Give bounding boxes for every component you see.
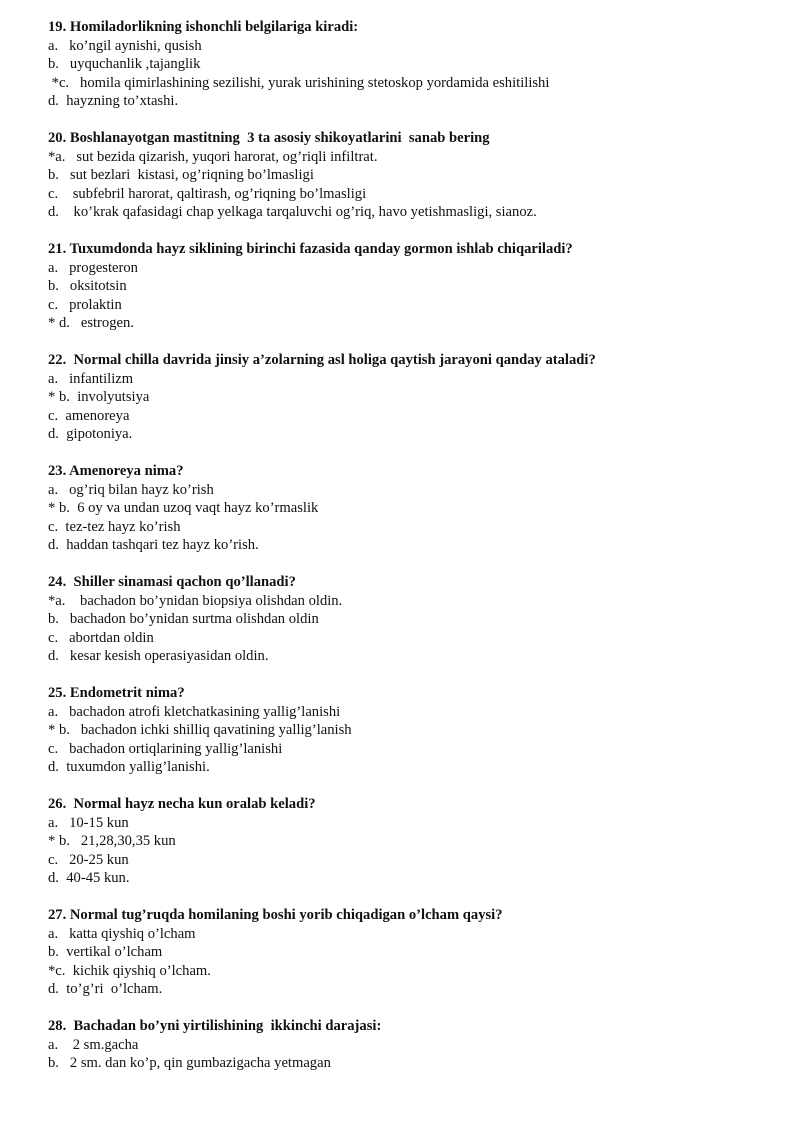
answer-option: d. kesar kesish operasiyasidan oldin.	[48, 648, 269, 664]
question-block	[48, 18, 778, 111]
question-title: 24. Shiller sinamasi qachon qo’llanadi?	[48, 574, 296, 590]
answer-option: a. katta qiyshiq o’lcham	[48, 925, 196, 942]
answer-option: d. haddan tashqari tez hayz ko’rish.	[48, 537, 259, 553]
answer-option: *a. sut bezida qizarish, yuqori harorat, og’riqli infiltrat.	[48, 148, 378, 165]
answer-option: a. bachadon atrofi kletchatkasining yallig’lanishi	[48, 703, 341, 720]
answer-option: * b. involyutsiya	[48, 389, 150, 405]
answer-option: *c. homila qimirlashining sezilishi, yurak urishining stetoskop yordamida eshitilishi	[48, 74, 550, 91]
question-title: 21. Tuxumdonda hayz siklining birinchi fazasida qanday gormon ishlab chiqariladi?	[48, 241, 573, 257]
question-title: 27. Normal tug’ruqda homilaning boshi yorib chiqadigan o’lcham qaysi?	[48, 907, 503, 923]
answer-option: *c. kichik qiyshiq o’lcham.	[48, 962, 211, 979]
question-block	[48, 795, 778, 888]
question-block	[48, 462, 778, 555]
answer-option: a. ko’ngil aynishi, qusish	[48, 37, 202, 54]
answer-option: c. subfebril harorat, qaltirash, og’riqning bo’lmasligi	[48, 185, 367, 202]
answer-option: * d. estrogen.	[48, 315, 134, 331]
question-block	[48, 573, 778, 666]
question-title: 25. Endometrit nima?	[48, 685, 185, 701]
answer-option: * b. 21,28,30,35 kun	[48, 833, 176, 849]
answer-option: a. 10-15 kun	[48, 814, 129, 831]
answer-option: c. amenoreya	[48, 407, 130, 424]
answer-option: d. tuxumdon yallig’lanishi.	[48, 759, 210, 775]
question-title: 19. Homiladorlikning ishonchli belgilariga kiradi:	[48, 19, 359, 35]
document-page	[48, 18, 778, 1091]
answer-option: * b. 6 oy va undan uzoq vaqt hayz ko’rmaslik	[48, 500, 319, 516]
answer-option: c. bachadon ortiqlarining yallig’lanishi	[48, 740, 283, 757]
answer-option: c. prolaktin	[48, 296, 122, 313]
question-title: 20. Boshlanayotgan mastitning 3 ta asosiy shikoyatlarini sanab bering	[48, 130, 490, 146]
answer-option: b. bachadon bo’ynidan surtma olishdan oldin	[48, 611, 319, 627]
answer-option: * b. bachadon ichki shilliq qavatining yallig’lanish	[48, 722, 352, 738]
answer-option: b. uyquchanlik ,tajanglik	[48, 56, 201, 72]
answer-option: d. to’g’ri o’lcham.	[48, 981, 163, 997]
answer-option: c. tez-tez hayz ko’rish	[48, 518, 181, 535]
question-title: 22. Normal chilla davrida jinsiy a’zolarning asl holiga qaytish jarayoni qanday ataladi?	[48, 352, 596, 368]
answer-option: c. 20-25 kun	[48, 851, 129, 868]
answer-option: d. 40-45 kun.	[48, 870, 130, 886]
answer-option: a. og’riq bilan hayz ko’rish	[48, 481, 214, 498]
answer-option: b. oksitotsin	[48, 278, 127, 294]
answer-option: b. sut bezlari kistasi, og’riqning bo’lmasligi	[48, 167, 314, 183]
answer-option: d. hayzning to’xtashi.	[48, 93, 179, 109]
question-title: 23. Amenoreya nima?	[48, 463, 184, 479]
answer-option: b. vertikal o’lcham	[48, 944, 163, 960]
answer-option: b. 2 sm. dan ko’p, qin gumbazigacha yetmagan	[48, 1055, 331, 1071]
answer-option: *a. bachadon bo’ynidan biopsiya olishdan oldin.	[48, 592, 343, 609]
question-title: 26. Normal hayz necha kun oralab keladi?	[48, 796, 316, 812]
answer-option: d. gipotoniya.	[48, 426, 133, 442]
question-block	[48, 684, 778, 777]
question-block	[48, 240, 778, 333]
answer-option: d. ko’krak qafasidagi chap yelkaga tarqaluvchi og’riq, havo yetishmasligi, sianoz.	[48, 204, 537, 220]
question-block	[48, 351, 778, 444]
question-block	[48, 129, 778, 222]
answer-option: c. abortdan oldin	[48, 629, 154, 646]
answer-option: a. progesteron	[48, 259, 138, 276]
answer-option: a. infantilizm	[48, 370, 134, 387]
answer-option: a. 2 sm.gacha	[48, 1036, 139, 1053]
question-block	[48, 1017, 778, 1073]
question-title: 28. Bachadan bo’yni yirtilishining ikkinchi darajasi:	[48, 1018, 382, 1034]
question-block	[48, 906, 778, 999]
